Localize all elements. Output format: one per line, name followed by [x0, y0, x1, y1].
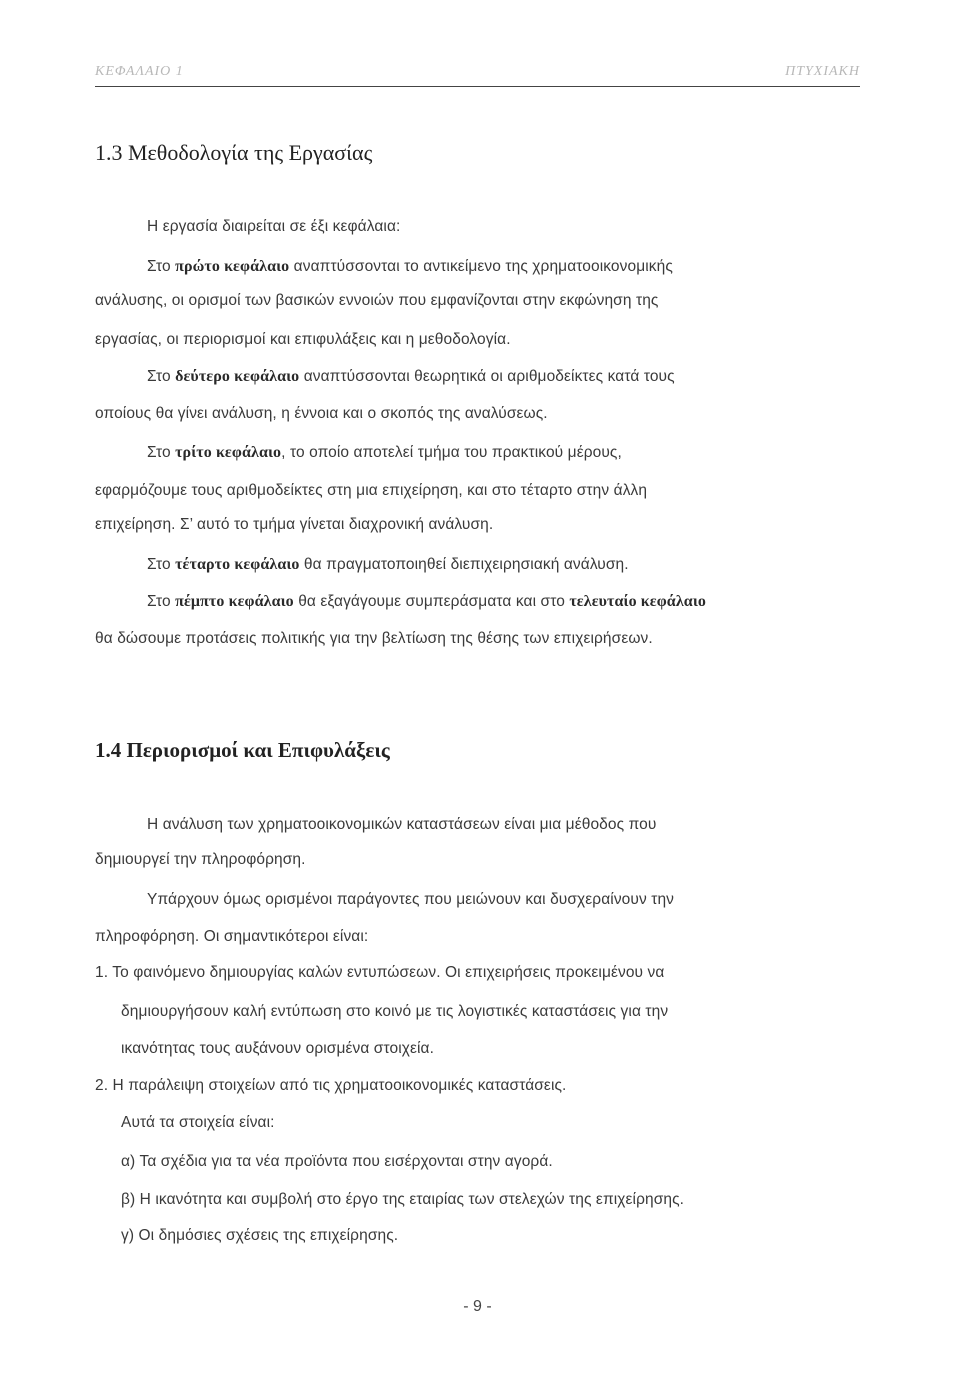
text-run: Στο — [147, 444, 176, 461]
bold-term: πέμπτο κεφάλαιο — [175, 593, 294, 610]
sub-intro: Αυτά τα στοιχεία είναι: — [121, 1114, 275, 1131]
paragraph-line: Υπάρχουν όμως ορισμένοι παράγοντες που μειώνουν και δυσχεραίνουν την — [147, 891, 675, 908]
page-number: - 9 - — [463, 1298, 492, 1315]
text-run: Στο — [147, 368, 176, 385]
paragraph-chapter-2 — [147, 368, 675, 386]
bold-term: πρώτο κεφάλαιο — [175, 258, 290, 275]
paragraph-chapter-4 — [147, 556, 629, 574]
text-run: Στο — [147, 556, 176, 573]
text-run: θα εξαγάγουμε συμπεράσματα και στο — [293, 593, 570, 610]
paragraph-line: ανάλυσης, οι ορισμοί των βασικών εννοιών που εμφανίζονται στην εκφώνηση της — [95, 292, 659, 309]
text-run: αναπτύσσονται το αντικείμενο της χρηματοοικονομικής — [289, 258, 673, 275]
paragraph-line: Η ανάλυση των χρηματοοικονομικών καταστάσεων είναι μια μέθοδος που — [147, 816, 657, 833]
sub-item-b: β) Η ικανότητα και συμβολή στο έργο της εταιρίας των στελεχών της επιχείρησης. — [121, 1191, 685, 1208]
bold-term: τελευταίο κεφάλαιο — [569, 593, 706, 610]
bold-term: τέταρτο κεφάλαιο — [175, 556, 300, 573]
text-run: , το οποίο αποτελεί τμήμα του πρακτικού μέρους, — [281, 444, 622, 461]
paragraph-line: οποίους θα γίνει ανάλυση, η έννοια και ο σκοπός της αναλύσεως. — [95, 405, 548, 422]
paragraph-line: θα δώσουμε προτάσεις πολιτικής για την βελτίωση της θέσης των επιχειρήσεων. — [95, 630, 653, 647]
paragraph-line: ικανότητας τους αυξάνουν ορισμένα στοιχεία. — [121, 1040, 434, 1057]
paragraph-chapter-5 — [147, 593, 706, 611]
text-run: αναπτύσσονται θεωρητικά οι αριθμοδείκτες κατά τους — [299, 368, 675, 385]
bold-term: δεύτερο κεφάλαιο — [175, 368, 300, 385]
bold-term: τρίτο κεφάλαιο — [175, 444, 282, 461]
paragraph-line: πληροφόρηση. Οι σημαντικότεροι είναι: — [95, 928, 369, 945]
running-header — [95, 62, 860, 87]
text-run: θα πραγματοποιηθεί διεπιχειρησιακή ανάλυση. — [299, 556, 629, 573]
header-right-text: ΠΤΥΧΙΑΚΗ — [785, 64, 860, 79]
text-run: Στο — [147, 258, 176, 275]
paragraph-line: δημιουργεί την πληροφόρηση. — [95, 851, 306, 868]
paragraph-chapter-3 — [147, 444, 622, 462]
text-run: Στο — [147, 593, 176, 610]
sub-item-a: α) Τα σχέδια για τα νέα προϊόντα που εισέρχονται στην αγορά. — [121, 1153, 553, 1170]
header-left-text: ΚΕΦΑΛΑΙΟ 1 — [95, 64, 184, 79]
section-1-3-intro: Η εργασία διαιρείται σε έξι κεφάλαια: — [147, 218, 401, 235]
paragraph-line: εργασίας, οι περιορισμοί και επιφυλάξεις και η μεθοδολογία. — [95, 331, 511, 348]
sub-item-c: γ) Οι δημόσιες σχέσεις της επιχείρησης. — [121, 1227, 399, 1244]
section-1-3-title: 1.3 Μεθοδολογία της Εργασίας — [95, 140, 373, 165]
list-item-1: 1. Το φαινόμενο δημιουργίας καλών εντυπώσεων. Οι επιχειρήσεις προκειμένου να — [95, 964, 665, 981]
section-1-4-title: 1.4 Περιορισμοί και Επιφυλάξεις — [95, 738, 390, 762]
paragraph-line: εφαρμόζουμε τους αριθμοδείκτες στη μια επιχείρηση, και στο τέταρτο στην άλλη — [95, 482, 648, 499]
list-item-2: 2. Η παράλειψη στοιχείων από τις χρηματοοικονομικές καταστάσεις. — [95, 1077, 567, 1094]
paragraph-line: δημιουργήσουν καλή εντύπωση στο κοινό με τις λογιστικές καταστάσεις για την — [121, 1003, 669, 1020]
paragraph-chapter-1 — [147, 258, 860, 276]
paragraph-line: επιχείρηση. Σ’ αυτό το τμήμα γίνεται διαχρονική ανάλυση. — [95, 516, 494, 533]
